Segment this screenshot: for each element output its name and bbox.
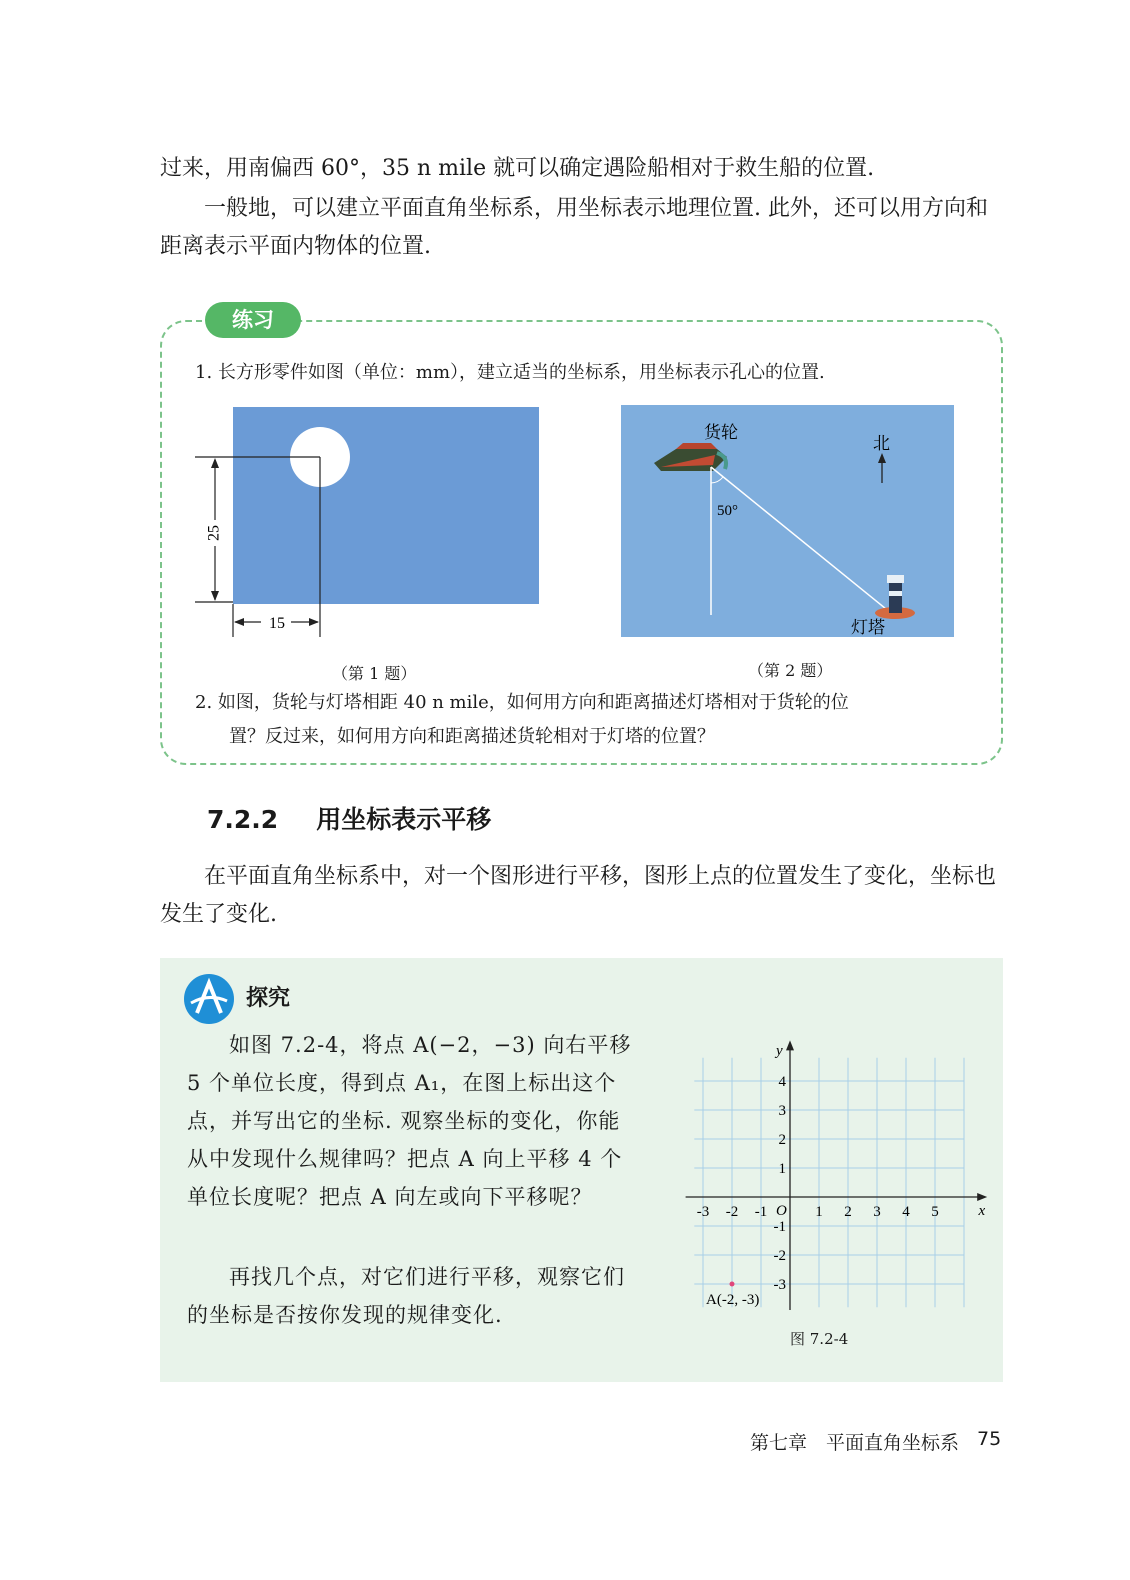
footer-chapter: 第七章 平面直角坐标系 [750,1432,960,1454]
x-tick-label: 5 [931,1204,939,1220]
grid-lines [694,1058,964,1307]
figure-rectangle-part [195,400,545,645]
y-tick-label: 3 [778,1103,786,1119]
x-tick-label: 1 [815,1204,823,1220]
x-tick-label: -1 [754,1204,768,1220]
section-intro: 在平面直角坐标系中，对一个图形进行平移，图形上点的位置发生了变化，坐标也发生了变化. [160,864,997,927]
explore-icon [183,973,235,1025]
exercise-question-2: 2. 如图，货轮与灯塔相距 40 n mile，如何用方向和距离描述灯塔相对于货轮的位 [195,692,849,713]
x-tick-label: 2 [844,1204,852,1220]
y-tick-label: -3 [773,1277,786,1293]
x-axis-arrow [977,1193,987,1201]
coordinate-grid [670,1040,990,1310]
x-tick-label: -2 [725,1204,739,1220]
ship-label: 货轮 [704,423,738,443]
angle-label: 50° [717,503,738,519]
figure-ship-lighthouse [621,405,956,640]
page-number: 75 [977,1428,1002,1450]
figure-7-2-4-caption: 图 7.2-4 [790,1330,849,1348]
y-tick-label: -2 [773,1248,786,1264]
north-label: 北 [873,434,890,454]
origin-label: O [776,1203,787,1219]
y-tick-labels [774,1074,787,1293]
figure-1-caption: （第 1 题） [332,664,417,683]
dim-vertical: 25 [205,525,223,541]
tower-label: 灯塔 [851,618,885,638]
x-tick-label: 3 [873,1204,881,1220]
intro-paragraph-2: 一般地，可以建立平面直角坐标系，用坐标表示地理位置. 此外，还可以用方向和距离表示平面内物体的位置. [160,196,988,259]
y-tick-label: -1 [773,1219,786,1235]
x-tick-labels [697,1204,939,1220]
exercise-question-2-cont: 置？反过来，如何用方向和距离描述货轮相对于灯塔的位置？ [229,726,715,747]
y-tick-label: 1 [778,1161,786,1177]
figure-2-caption: （第 2 题） [748,661,833,680]
section-number: 7.2.2 [207,805,279,834]
section-title: 用坐标表示平移 [316,805,492,834]
intro-line-1: 过来，用南偏西 60°，35 n mile 就可以确定遇险船相对于救生船的位置. [160,156,875,181]
y-axis-label: y [776,1042,783,1059]
dim-horizontal: 15 [269,615,285,632]
exercise-question-1: 1. 长方形零件如图（单位：mm），建立适当的坐标系，用坐标表示孔心的位置. [195,362,825,383]
x-tick-label: -3 [696,1204,710,1220]
y-tick-label: 2 [778,1132,786,1148]
point-a-label: A(-2, -3) [706,1292,760,1308]
explore-paragraph-2: 再找几个点，对它们进行平移，观察它们的坐标是否按你发现的规律变化. [187,1265,625,1327]
exercise-tag: 练习 [205,302,301,338]
explore-title: 探究 [246,986,291,1011]
explore-paragraph-1: 如图 7.2-4，将点 A(−2，−3) 向右平移 5 个单位长度，得到点 A₁，在图上标出这个点，并写出它的坐标. 观察坐标的变化，你能从中发现什么规律吗？把点 A 向上平移 4 个单位长度呢？把点 A 向左或向下平移呢？ [187,1033,632,1209]
x-tick-label: 4 [902,1204,910,1220]
section-heading [207,800,491,840]
point-a [730,1282,735,1287]
x-axis-label: x [978,1203,986,1219]
y-axis-arrow [786,1040,794,1050]
y-tick-label: 4 [778,1074,786,1090]
